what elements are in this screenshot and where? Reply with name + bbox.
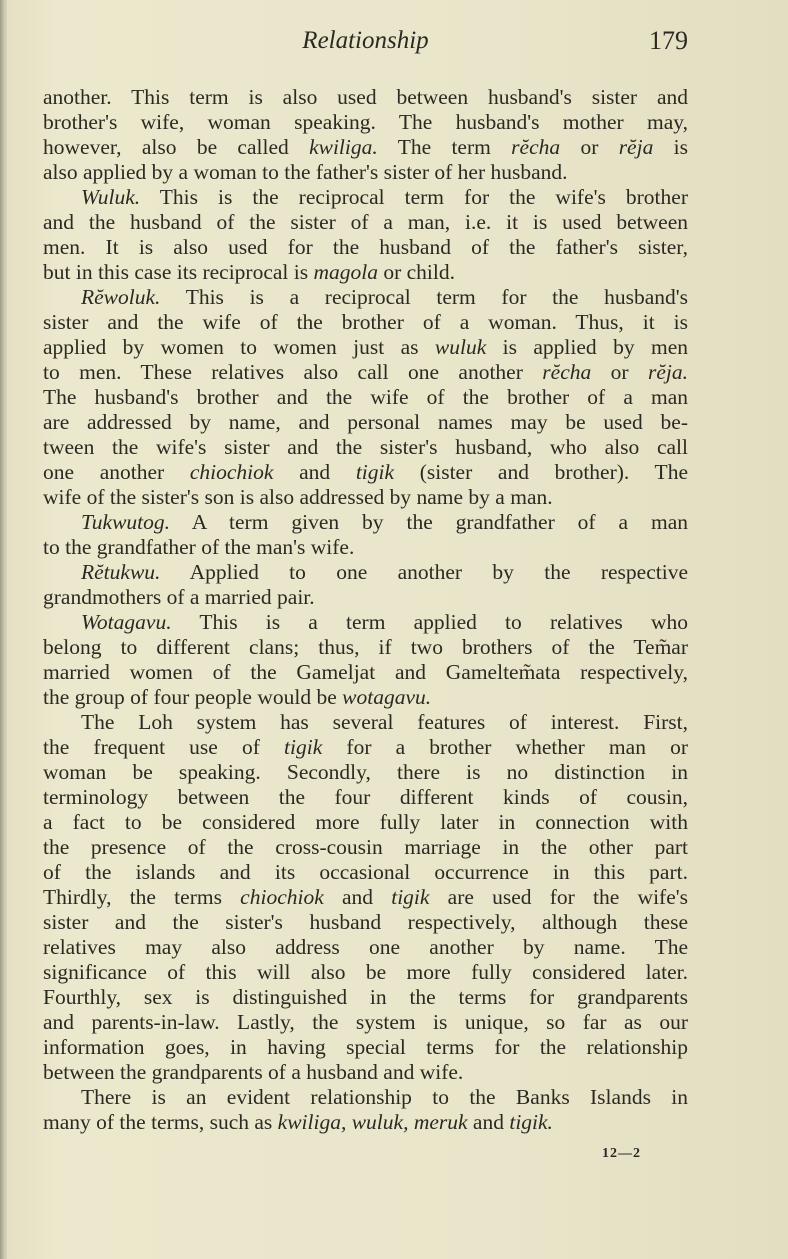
- text-line: [43, 135, 688, 160]
- italic-term: Wotagavu.: [81, 610, 172, 634]
- text-run: The term: [377, 135, 512, 159]
- body-text: [43, 85, 688, 1135]
- text-line: [43, 110, 688, 135]
- italic-term: chiochiok: [240, 885, 324, 909]
- text-line: [43, 710, 688, 735]
- text-line: [43, 1060, 688, 1085]
- italic-term: Rĕwoluk.: [81, 285, 161, 309]
- text-line: [43, 810, 688, 835]
- text-line: [43, 1110, 688, 1135]
- text-run: and: [467, 1110, 510, 1134]
- text-run: married women of the Gameljat and Gameltem̃ata respectively,: [43, 660, 688, 684]
- text-run: The husband's brother and the wife of the brother of a man: [43, 385, 688, 409]
- text-line: [43, 860, 688, 885]
- text-line: [43, 460, 688, 485]
- text-run: terminology between the four different kinds of cousin,: [43, 785, 688, 809]
- italic-term: wotagavu.: [342, 685, 432, 709]
- signature-mark: 12—2: [602, 1146, 641, 1161]
- italic-term: rĕcha: [542, 360, 592, 384]
- text-line: [43, 235, 688, 260]
- text-line: [43, 385, 688, 410]
- text-run: also applied by a woman to the father's sister of her husband.: [43, 160, 568, 184]
- italic-term: kwiliga.: [309, 135, 378, 159]
- text-run: many of the terms, such as: [43, 1110, 278, 1134]
- italic-term: tigik: [284, 735, 323, 759]
- text-line: [43, 910, 688, 935]
- text-run: are used for the wife's: [429, 885, 688, 909]
- running-head: [43, 24, 688, 58]
- text-line: [43, 560, 688, 585]
- text-run: one another: [43, 460, 190, 484]
- text-run: and: [273, 460, 356, 484]
- text-line: [43, 185, 688, 210]
- text-run: the presence of the cross-cousin marriage in the other part: [43, 835, 688, 859]
- text-run: A term given by the grandfather of a man: [170, 510, 688, 534]
- page-binding-edge: [0, 0, 7, 1259]
- text-run: to the grandfather of the man's wife.: [43, 535, 355, 559]
- italic-term: rĕcha: [511, 135, 561, 159]
- italic-term: wuluk: [434, 335, 487, 359]
- text-run: however, also be called: [43, 135, 310, 159]
- italic-term: rĕja: [618, 135, 654, 159]
- text-line: [43, 85, 688, 110]
- text-line: [43, 1035, 688, 1060]
- text-run: is: [653, 135, 688, 159]
- text-run: sister and the sister's husband respectively, although these: [43, 910, 688, 934]
- italic-term: chiochiok: [189, 460, 274, 484]
- text-run: relatives may also address one another by name. The: [43, 935, 688, 959]
- text-run: and the husband of the sister of a man, i.e. it is used between: [43, 210, 688, 234]
- text-line: [43, 310, 688, 335]
- text-run: grandmothers of a married pair.: [43, 585, 315, 609]
- text-run: between the grandparents of a husband and wife.: [43, 1060, 464, 1084]
- text-run: another. This term is also used between husband's sister and: [43, 85, 688, 109]
- text-run: of the islands and its occasional occurrence in this part.: [43, 860, 688, 884]
- text-run: men. It is also used for the husband of the father's sister,: [43, 235, 688, 259]
- italic-term: Wuluk.: [81, 185, 141, 209]
- text-run: Applied to one another by the respective: [160, 560, 688, 584]
- page-number: 179: [649, 26, 688, 55]
- italic-term: Rĕtukwu.: [81, 560, 161, 584]
- text-line: [43, 160, 688, 185]
- text-run: applied by women to women just as: [43, 335, 435, 359]
- text-line: [43, 485, 688, 510]
- text-line: [43, 785, 688, 810]
- text-run: are addressed by name, and personal names may be used be-: [43, 410, 688, 434]
- italic-term: tigik: [355, 460, 395, 484]
- text-line: [43, 960, 688, 985]
- text-run: the group of four people would be: [43, 685, 343, 709]
- text-line: [43, 285, 688, 310]
- text-line: [43, 535, 688, 560]
- text-run: woman be speaking. Secondly, there is no distinction in: [43, 760, 688, 784]
- text-line: [43, 1010, 688, 1035]
- text-line: [43, 1085, 688, 1110]
- text-run: There is an evident relationship to the Banks Islands in: [81, 1085, 688, 1109]
- text-line: [43, 335, 688, 360]
- text-line: [43, 735, 688, 760]
- text-run: for a brother whether man or: [322, 735, 688, 759]
- text-line: [43, 610, 688, 635]
- text-line: [43, 760, 688, 785]
- text-run: or: [591, 360, 648, 384]
- text-line: [43, 360, 688, 385]
- italic-term: tigik: [391, 885, 430, 909]
- text-line: [43, 635, 688, 660]
- text-line: [43, 935, 688, 960]
- text-run: This is a reciprocal term for the husband's: [160, 285, 688, 309]
- text-line: [43, 985, 688, 1010]
- text-line: [43, 410, 688, 435]
- text-line: [43, 435, 688, 460]
- text-run: and: [323, 885, 392, 909]
- text-run: brother's wife, woman speaking. The husband's mother may,: [43, 110, 688, 134]
- text-line: [43, 660, 688, 685]
- text-run: This is the reciprocal term for the wife's brother: [140, 185, 688, 209]
- italic-term: magola: [313, 260, 378, 284]
- text-run: to men. These relatives also call one another: [43, 360, 543, 384]
- running-head-title: Relationship: [302, 27, 429, 54]
- text-run: This is a term applied to relatives who: [171, 610, 688, 634]
- text-run: belong to different clans; thus, if two brothers of the Tem̃ar: [43, 635, 688, 659]
- text-run: or: [560, 135, 619, 159]
- text-line: [43, 685, 688, 710]
- italic-term: tigik.: [509, 1110, 553, 1134]
- text-run: a fact to be considered more fully later in connection with: [43, 810, 688, 834]
- text-run: Thirdly, the terms: [43, 885, 241, 909]
- italic-term: kwiliga, wuluk, meruk: [277, 1110, 468, 1134]
- text-line: [43, 210, 688, 235]
- text-line: [43, 260, 688, 285]
- italic-term: Tukwutog.: [81, 510, 171, 534]
- text-line: [43, 585, 688, 610]
- text-run: information goes, in having special terms for the relationship: [43, 1035, 688, 1059]
- text-run: but in this case its reciprocal is: [43, 260, 314, 284]
- text-line: [43, 885, 688, 910]
- text-run: Fourthly, sex is distinguished in the terms for grandparents: [43, 985, 688, 1009]
- text-line: [43, 835, 688, 860]
- text-run: is applied by men: [486, 335, 688, 359]
- text-run: tween the wife's sister and the sister's husband, who also call: [43, 435, 688, 459]
- text-run: significance of this will also be more fully considered later.: [43, 960, 688, 984]
- text-run: or child.: [377, 260, 456, 284]
- text-run: (sister and brother). The: [394, 460, 688, 484]
- text-line: [43, 510, 688, 535]
- text-run: sister and the wife of the brother of a woman. Thus, it is: [43, 310, 688, 334]
- text-run: The Loh system has several features of interest. First,: [81, 710, 688, 734]
- text-run: and parents-in-law. Lastly, the system is unique, so far as our: [43, 1010, 688, 1034]
- italic-term: rĕja.: [647, 360, 688, 384]
- text-run: wife of the sister's son is also addressed by name by a man.: [43, 485, 553, 509]
- text-run: the frequent use of: [43, 735, 285, 759]
